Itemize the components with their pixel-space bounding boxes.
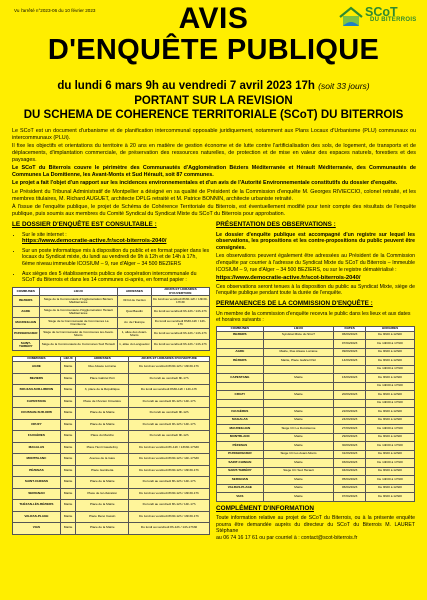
table-row xyxy=(13,431,210,443)
table-cell: Du lundi au vendredi 8h30-12h / 13h30-17h xyxy=(129,362,210,374)
table-cell: Place de la Mairie xyxy=(76,408,129,420)
intro-p3: Le SCoT du Biterrois couvre le périmètre des Communautés d'Agglomération Béziers Méditerranée et Hérault Méditerranée, des Communautés de Communes La Domitienne, les Avant-Monts et Sud Hérault, soit 87 communes. xyxy=(12,165,416,178)
table-row xyxy=(217,348,415,357)
table-cell: 22/03/2023 xyxy=(334,408,366,417)
table-cell: Du lundi au vendredi 8h-12h / 14h-17h xyxy=(129,477,210,489)
table-cell: Mairie xyxy=(263,484,334,493)
epci-table xyxy=(12,287,210,352)
table-row xyxy=(217,382,415,391)
table-cell: Place du Marché xyxy=(76,431,129,443)
table-row xyxy=(13,511,210,523)
table-cell: Rue Alsace Lorraine xyxy=(76,362,129,374)
intro-p1: Le SCoT est un document d'urbanisme et de planification intercommunal opposable juridiquement, notamment aux Plans Locaux d'Urbanisme (PLU) communaux ou intercommunaux (PLUi). xyxy=(12,128,416,141)
table-row xyxy=(13,385,210,397)
table-cell: Mairie xyxy=(60,454,76,466)
bullet-site: Sur le site internet : xyxy=(22,231,67,238)
table-row xyxy=(217,442,415,451)
table-cell: MAUREILHAN xyxy=(217,425,264,434)
table-cell: PUISSERGUIER xyxy=(217,450,264,459)
subtitle-scot: DU SCHEMA DE COHERENCE TERRITORIALE (SCoT) DU BITERROIS xyxy=(23,109,404,121)
table-cell: COUSSAN-SUR-ORB xyxy=(13,408,61,420)
table-cell: Syndicat Mixte du SCoT xyxy=(263,331,334,340)
table-cell: AGDE xyxy=(13,307,40,318)
table-cell: Siège de la Communauté de Communes La Domitienne xyxy=(39,318,118,329)
table-cell: MONTBLANC xyxy=(13,454,61,466)
table-cell xyxy=(263,382,334,391)
table-row xyxy=(13,477,210,489)
table-cell: De 9h00 à 12h00 xyxy=(366,331,415,340)
table-row xyxy=(13,329,210,340)
table-cell: Mairie xyxy=(263,476,334,485)
table-cell: De 9h00 à 12h00 xyxy=(366,416,415,425)
table-cell: FAUGÈRES xyxy=(217,408,264,417)
dates-note: (soit 33 jours) xyxy=(318,81,370,91)
table-cell: De 9h00 à 12h00 xyxy=(366,433,415,442)
table-cell: Mairie xyxy=(60,488,76,500)
dossier-title: LE DOSSIER D'ENQUÊTE EST CONSULTABLE : xyxy=(12,221,157,228)
table-row xyxy=(13,396,210,408)
table-cell: Place Henri Gaudefroy xyxy=(76,442,129,454)
table-row xyxy=(13,373,210,385)
table-cell: 1, allée du Languedoc xyxy=(118,340,152,351)
table-cell: Mairie, Rue Alsace Lorraine xyxy=(263,348,334,357)
table-cell: Mairie, Place Gabriel Péri xyxy=(263,357,334,366)
table-cell: Du lundi au vendredi 8h-12h / 13h30-17h30 xyxy=(129,442,210,454)
table-cell xyxy=(334,399,366,408)
table-cell: FAUGÈRES xyxy=(13,431,61,443)
table-cell xyxy=(263,365,334,374)
table-cell: Mairie xyxy=(60,465,76,477)
table-header-cell: COMMUNES xyxy=(13,357,61,362)
obs-p3: Ces observations seront tenues à la disposition du public au Syndicat Mixte, siège de l'enquête publique pendant toute la durée de l'enquête. xyxy=(216,283,415,297)
table-cell: Mairie xyxy=(60,373,76,385)
table-row xyxy=(217,399,415,408)
table-row xyxy=(13,307,210,318)
table-cell: Du lundi au vendredi 9h-12h xyxy=(129,408,210,420)
table-row xyxy=(13,465,210,477)
title-enquete: D'ENQUÊTE PUBLIQUE xyxy=(47,34,380,66)
table-cell: AGDE xyxy=(13,362,61,374)
table-cell: 29/03/2023 xyxy=(334,433,366,442)
table-cell: Mairie xyxy=(60,431,76,443)
table-header-cell: LIEUX xyxy=(263,326,334,331)
table-cell: AGDE xyxy=(217,348,264,357)
table-row xyxy=(13,340,210,351)
table-header-cell: LIEUX xyxy=(60,357,76,362)
table-cell: Du lundi au vendredi 8h30-12h / 14h-17h30 xyxy=(129,454,210,466)
table-cell: De 9h00 à 12h00 xyxy=(366,467,415,476)
table-cell: De 9h00 à 12h00 xyxy=(366,374,415,383)
table-cell: SAINT-THIBÉRY xyxy=(217,467,264,476)
table-row xyxy=(13,500,210,512)
table-cell: Siège CC La Domitienne xyxy=(263,425,334,434)
table-header-cell: LIEUX xyxy=(39,287,118,296)
table-cell: Place de l'Ancien Cimetière xyxy=(76,396,129,408)
table-cell: De 14h00 à 17h00 xyxy=(366,365,415,374)
table-row xyxy=(217,357,415,366)
table-cell: De 14h00 à 17h00 xyxy=(366,340,415,349)
table-cell: BOUJAN-SUR-LIBRON xyxy=(13,385,61,397)
obs-p2: Les observations peuvent également être adressées au Président de la Commission d'enquête par courrier à l'adresse du Syndicat Mixte du SCoT du Biterrois – Immeuble ICOSIUM – 9, rue d'Alger – 34 500 BEZIERS, ou sur le registre dématérialisé : xyxy=(216,253,415,273)
table-row xyxy=(217,493,415,502)
table-cell: Mairie xyxy=(263,459,334,468)
info-contact[interactable]: au 06 74 16 17 61 ou par courriel à : contact@scot-biterrois.fr xyxy=(216,534,358,541)
table-cell: Mairie xyxy=(60,396,76,408)
table-cell: Du lundi au vendredi 9h-12h / 14h-17h xyxy=(151,329,209,340)
table-cell: De 9h00 à 12h00 xyxy=(366,391,415,400)
table-cell: CRUZY xyxy=(13,419,61,431)
table-cell xyxy=(263,399,334,408)
table-row xyxy=(217,425,415,434)
table-row xyxy=(217,476,415,485)
table-cell: Du lundi au vendredi 8h-12h / 14h-17h30 xyxy=(129,523,210,535)
table-cell: De 14h00 à 17h00 xyxy=(366,459,415,468)
table-row xyxy=(217,459,415,468)
permanences-table xyxy=(216,326,415,502)
table-cell xyxy=(217,382,264,391)
table-row xyxy=(217,450,415,459)
dates-main: du lundi 6 mars 9h au vendredi 7 avril 2023 17h xyxy=(57,80,315,92)
table-cell: Du lundi au vendredi 8h30-12h / 13h30-17h xyxy=(129,465,210,477)
table-cell: SAINT-CHINIAN xyxy=(217,459,264,468)
table-cell xyxy=(217,365,264,374)
table-cell: De 14h00 à 17h00 xyxy=(366,476,415,485)
table-row xyxy=(217,416,415,425)
intro-p2: Il fixe les objectifs et orientations du territoire à 20 ans en matière de gestion économe et de lutte contre l'artificialisation des sols, de logement, de transports et de déplacements, d'implantation commerciale, de préservation des ressources naturelles, de protection et de mise en valeur des espaces naturels, forestiers et des paysages. xyxy=(12,143,416,163)
table-header-cell: ADRESSES xyxy=(76,357,129,362)
left-column xyxy=(12,222,210,535)
table-cell: Du lundi au vendredi 9h-12h / 14h-17h xyxy=(151,340,209,351)
table-cell: 20/03/2023 xyxy=(334,391,366,400)
table-cell: 39 bd de Verdun xyxy=(118,296,152,307)
table-cell: Av. de l'Europe xyxy=(118,318,152,329)
table-header-cell: JOURS ET HORAIRES D'OUVERTURE xyxy=(129,357,210,362)
table-cell: Du lundi au vendredi 8h-12h / 14h-17h xyxy=(129,500,210,512)
dates-line xyxy=(0,80,427,92)
intro-p4: Le projet a fait l'objet d'un rapport sur les incidences environnementales et d'un avis de l'Autorité Environnementale constitutifs du dossier d'enquête. xyxy=(12,180,398,186)
table-cell: 06/04/2023 xyxy=(334,484,366,493)
table-cell: SERIGNAN xyxy=(217,476,264,485)
table-cell: Mairie xyxy=(263,493,334,502)
table-cell: 09/03/2023 xyxy=(334,348,366,357)
table-cell: CAPESTANG xyxy=(13,396,61,408)
table-cell: Mairie xyxy=(60,408,76,420)
table-cell: VIAS xyxy=(217,493,264,502)
table-cell: Place Gambetta xyxy=(76,465,129,477)
logo-main-text: SCoT xyxy=(365,5,398,19)
table-row xyxy=(217,391,415,400)
table-cell: Du lundi au vendredi 9h-12h xyxy=(129,431,210,443)
table-cell xyxy=(217,399,264,408)
table-cell: Mairie xyxy=(263,433,334,442)
table-cell: Place de la Mairie xyxy=(76,500,129,512)
table-cell: Siège de la Communauté de Communes Sud Hérault xyxy=(39,340,118,351)
table-header-cell: HORAIRES xyxy=(366,326,415,331)
table-cell xyxy=(334,382,366,391)
table-cell: MAUREILHAN xyxy=(13,318,40,329)
table-cell: De 9h00 à 12h00 xyxy=(366,408,415,417)
logo-sub-text: DU BITERROIS xyxy=(370,17,417,23)
table-cell: Place de la Mairie xyxy=(76,419,129,431)
table-cell: Du lundi au vendredi 9h-12h / 14h-17h xyxy=(129,419,210,431)
table-cell: PÉZENAS xyxy=(13,465,61,477)
obs-p1: Le dossier d'enquête publique est accompagné d'un registre sur lequel les observations, les propositions et les contre-propositions du public peuvent être consignées. xyxy=(216,231,415,251)
table-row xyxy=(13,442,210,454)
table-cell: 1, allée des Avant-Monts xyxy=(118,329,152,340)
table-cell: Du lundi au vendredi 9h-12h / 14h-17h xyxy=(151,307,209,318)
table-row xyxy=(217,467,415,476)
intro-p5: Le Président du Tribunal Administratif de Montpellier a désigné en sa qualité de Président de la Commission d'enquête M. Georges RIVIECCIO, colonel retraité, et les membres titulaires, M. Richard AUGUET, architecte DPLG retraité et M. Patrice BONNIN, architecte urbaniste retraité. xyxy=(12,189,416,202)
table-cell: Siège CC les Avant-Monts xyxy=(263,450,334,459)
info-p: Toute information relative au projet de SCoT du Biterrois, ou à la présente enquête pourra être demandée auprès du directeur du SCoT du Biterrois M. LAURET Stéphane xyxy=(216,515,415,535)
subtitle-revision: PORTANT SUR LA REVISION xyxy=(134,95,293,107)
table-cell: Mairie xyxy=(263,408,334,417)
table-row xyxy=(13,523,210,535)
table-row xyxy=(217,484,415,493)
observations-title: PRÉSENTATION DES OBSERVATIONS : xyxy=(216,221,336,228)
table-cell: Place Gabriel Péri xyxy=(76,373,129,385)
table-cell: 24/03/2023 xyxy=(334,416,366,425)
table-cell: Place René Cassin xyxy=(76,511,129,523)
table-row xyxy=(13,318,210,329)
table-cell: PÉZENAS xyxy=(217,442,264,451)
table-cell: Mairie xyxy=(263,416,334,425)
perm-p: Un membre de la commission d'enquête recevra le public dans les lieux et aux dates et horaires suivants : xyxy=(216,310,411,324)
table-cell: 16/03/2023 xyxy=(334,374,366,383)
table-cell: 07/04/2023 xyxy=(334,493,366,502)
table-cell: Mairie xyxy=(60,523,76,535)
table-cell: De 9h00 à 12h00 xyxy=(366,348,415,357)
title-avis: AVIS xyxy=(178,2,249,35)
table-cell: 31/03/2023 xyxy=(334,450,366,459)
table-header-cell: DATES xyxy=(334,326,366,331)
table-header-cell: COMMUNES xyxy=(13,287,40,296)
table-cell: Mairie xyxy=(60,511,76,523)
table-header-cell: JOURS ET HORAIRES D'OUVERTURE xyxy=(151,287,209,296)
table-cell: Place de la Mairie xyxy=(76,477,129,489)
table-cell: Du lundi au vendredi 8h30-12h / 13h30-17h xyxy=(129,511,210,523)
table-row xyxy=(13,419,210,431)
table-cell: Siège de la Communauté d'Agglomération Hérault Méditerranée xyxy=(39,307,118,318)
table-cell: 06/03/2023 xyxy=(334,331,366,340)
table-cell: MONTBLANC xyxy=(217,433,264,442)
table-header-cell: ADRESSES xyxy=(118,287,152,296)
table-cell: Du lundi au vendredi 8h30-12h / 14h-17h xyxy=(151,318,209,329)
table-cell: CRUZY xyxy=(217,391,264,400)
table-cell: De 14h00 à 17h00 xyxy=(366,382,415,391)
table-row xyxy=(217,374,415,383)
table-row xyxy=(217,331,415,340)
table-cell: BEZIERS xyxy=(217,331,264,340)
dossier-url-link[interactable]: https://www.democratie-active.fr/scot-biterrois-2040/ xyxy=(22,238,167,245)
table-cell: De 14h00 à 17h00 xyxy=(366,425,415,434)
table-cell: Du lundi au vendredi 8h30-12h / 13h30-17h xyxy=(129,488,210,500)
table-cell: Mairie xyxy=(60,419,76,431)
top-note: Vu l'arrêté n°2023-06 du 10 février 2023 xyxy=(14,8,96,13)
list-item xyxy=(22,232,210,245)
permanences-title: PERMANENCES DE LA COMMISSION D'ENQUÊTE : xyxy=(216,299,373,307)
table-cell: 14/03/2023 xyxy=(334,357,366,366)
table-cell: Mairie xyxy=(263,442,334,451)
table-cell: SAINT-THIBÉRY xyxy=(13,340,40,351)
table-cell: De 14h00 à 17h00 xyxy=(366,399,415,408)
table-cell: De 14h00 à 17h00 xyxy=(366,442,415,451)
table-cell: De 9h00 à 12h00 xyxy=(366,484,415,493)
table-cell: De 9h00 à 12h00 xyxy=(366,357,415,366)
table-cell xyxy=(334,365,366,374)
intro-p6: À l'issue de l'enquête publique, le projet de Schéma de Cohérence Territoriale du Biterrois, est éventuellement modifié pour tenir compte des résultats de l'enquête publique, puis soumis aux membres du Comité Syndical du Syndicat Mixte du SCoT du Biterrois pour approbation. xyxy=(12,204,416,217)
communes-table xyxy=(12,356,210,534)
table-cell: BEZIERS xyxy=(13,296,40,307)
table-row xyxy=(13,296,210,307)
table-cell: Du lundi au vendredi 8h30-12h / 14h-17h xyxy=(129,385,210,397)
table-cell: Mairie xyxy=(263,374,334,383)
table-cell: PUISSERGUIER xyxy=(13,329,40,340)
table-row xyxy=(13,488,210,500)
table-cell: VALRAS-PLAGE xyxy=(13,511,61,523)
table-cell: Place de la Libération xyxy=(76,488,129,500)
table-cell: Siège de la Communauté d'Agglomération Béziers Méditerranée xyxy=(39,296,118,307)
table-cell: De 9h00 à 12h00 xyxy=(366,450,415,459)
table-cell: Siège CC Sud Hérault xyxy=(263,467,334,476)
table-header-cell: COMMUNES xyxy=(217,326,264,331)
table-cell xyxy=(217,340,264,349)
table-cell: BEZIERS xyxy=(13,373,61,385)
obs-url-link[interactable]: https://www.democratie-active.fr/scot-biterrois-2040/ xyxy=(216,275,361,282)
table-cell: VALRAS-PLAGE xyxy=(217,484,264,493)
right-column xyxy=(216,222,415,541)
table-row xyxy=(13,362,210,374)
table-cell: 03/04/2023 xyxy=(334,459,366,468)
table-cell: Mairie xyxy=(60,385,76,397)
table-cell: Place de la Mairie xyxy=(76,523,129,535)
dossier-list xyxy=(12,232,210,284)
table-cell: Mairie xyxy=(263,391,334,400)
table-cell: Mairie xyxy=(60,362,76,374)
table-cell: 27/03/2023 xyxy=(334,425,366,434)
table-cell: SAINT-CHINIAN xyxy=(13,477,61,489)
info-title: COMPLÉMENT D'INFORMATION xyxy=(216,504,314,512)
table-cell: Siège de la Communauté de Communes les Avant-Monts xyxy=(39,329,118,340)
list-item: • Sur un poste informatique mis à disposition du public et en format papier dans les locaux du Syndicat mixte, du lundi au vendredi de 9h à 12h et de 14h à 17h, 6ème niveau immeuble ICOSIUM – 9, rue d'Alger – 34 500 BEZIERS xyxy=(22,248,210,268)
table-cell: 05/04/2023 xyxy=(334,476,366,485)
table-cell: BÉZIERS xyxy=(217,357,264,366)
table-row xyxy=(13,408,210,420)
table-cell: 3, place de la République xyxy=(76,385,129,397)
table-cell: 07/04/2023 xyxy=(334,340,366,349)
table-row xyxy=(217,340,415,349)
table-cell: THÉZAN-LÈS-BÉZIERS xyxy=(13,500,61,512)
table-row xyxy=(13,454,210,466)
table-cell: CAPESTANG xyxy=(217,374,264,383)
list-item: • Aux sièges des 5 établissements publics de coopération intercommunale du SCoT du Biterrois et dans les 14 communes ci-après, en format papier : xyxy=(22,271,210,284)
table-cell: MAGALAS xyxy=(13,442,61,454)
table-cell: Quai Baudin xyxy=(118,307,152,318)
table-cell: Du lundi au vendredi 8h30-12h / 13h30-17h30 xyxy=(151,296,209,307)
table-cell: Du lundi au vendredi 8h-17h xyxy=(129,373,210,385)
table-row xyxy=(217,365,415,374)
table-cell: SERIGNAN xyxy=(13,488,61,500)
table-cell: 30/03/2023 xyxy=(334,442,366,451)
table-row xyxy=(217,433,415,442)
table-cell: Avenue de la Gare xyxy=(76,454,129,466)
table-cell: Du lundi au vendredi 9h-12h / 14h-17h xyxy=(129,396,210,408)
table-cell: Mairie xyxy=(60,477,76,489)
table-cell: 04/04/2023 xyxy=(334,467,366,476)
table-cell: MAGALAS xyxy=(217,416,264,425)
table-cell: Mairie xyxy=(60,500,76,512)
table-cell xyxy=(263,340,334,349)
table-row xyxy=(217,408,415,417)
table-cell: Mairie xyxy=(60,442,76,454)
table-cell: De 9h00 à 12h00 xyxy=(366,493,415,502)
table-cell: VIAS xyxy=(13,523,61,535)
